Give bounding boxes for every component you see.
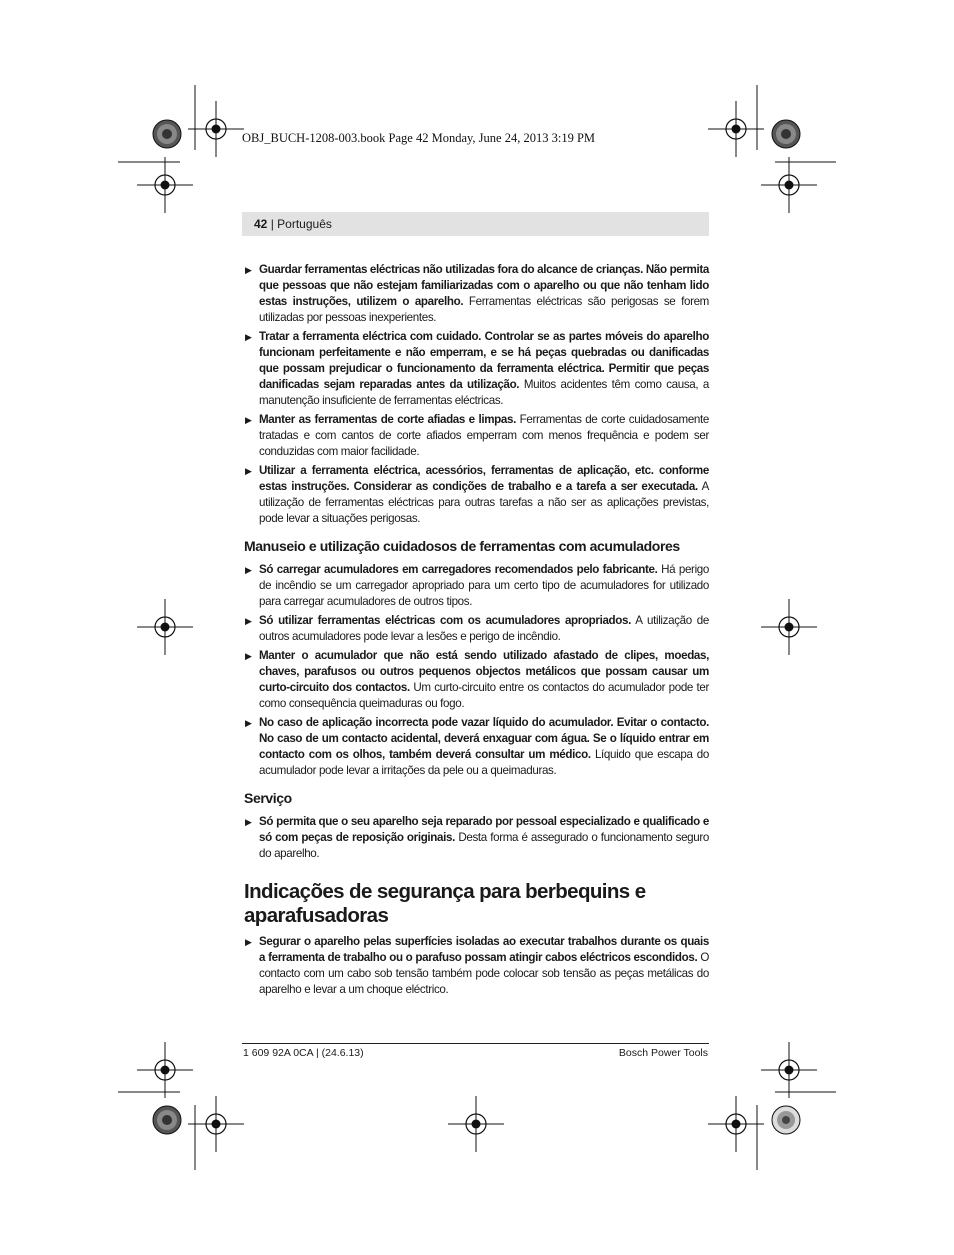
list-item: ▶ Tratar a ferramenta eléctrica com cuidado. Controlar se as partes móveis do aparelho funcionam perfeitamente e não emperram, e se há peças quebradas ou danificadas que possam prejudicar o funcionamento da ferramenta eléctrica. Permitir que peças danificadas sejam reparadas antes da utilização. Muitos acidentes têm como causa, a manutenção insuficiente de ferramentas eléctricas. <box>245 330 709 407</box>
page-header <box>242 212 709 236</box>
safety-list-battery <box>244 562 709 779</box>
list-item: ▶ Utilizar a ferramenta eléctrica, acessórios, ferramentas de aplicação, etc. conforme estas instruções. Considerar as condições de trabalho e a tarefa a ser executada. A utilização de ferramentas eléctricas para outras tarefas a não ser as aplicações previstas, pode levar a situações perigosas. <box>245 464 709 525</box>
list-item: ▶ Manter as ferramentas de corte afiadas e limpas. Ferramentas de corte cuidadosamente tratadas e com cantos de corte afiados emperram com menos frequência e podem ser conduzidas com maior facilidade. <box>245 413 709 458</box>
document-body <box>244 262 709 1001</box>
list-item: ▶ Segurar o aparelho pelas superfícies isoladas ao executar trabalhos durante os quais a ferramenta de trabalho ou o parafuso possam atingir cabos eléctricos escondidos. O contacto com um cabo sob tensão também pode colocar sob tensão as peças metálicas do aparelho e levar a um choque eléctrico. <box>245 935 709 996</box>
list-item: ▶ Guardar ferramentas eléctricas não utilizadas fora do alcance de crianças. Não permita que pessoas que não estejam familiarizadas com o aparelho ou que não tenham lido estas instruções, utilizem o aparelho. Ferramentas eléctricas são perigosas se forem utilizadas por pessoas inexperientes. <box>245 263 709 324</box>
section-heading-drills: Indicações de segurança para berbequins e aparafusadoras <box>244 880 646 927</box>
safety-list-service <box>244 814 709 862</box>
bullet-triangle-icon: ▶ <box>245 332 252 342</box>
bullet-triangle-icon: ▶ <box>245 466 252 476</box>
section-heading-battery: Manuseio e utilização cuidadosos de ferramentas com acumuladores <box>244 538 680 554</box>
page-language: Português <box>277 217 332 231</box>
bullet-triangle-icon: ▶ <box>245 415 252 425</box>
list-item: ▶ Manter o acumulador que não está sendo utilizado afastado de clipes, moedas, chaves, parafusos ou outros pequenos objectos metálicos que possam causar um curto-circuito dos contactos. Um curto-circuito entre os contactos do acumulador pode ter como consequência queimaduras ou fogo. <box>245 649 709 710</box>
bullet-triangle-icon: ▶ <box>245 565 252 575</box>
list-item: ▶ No caso de aplicação incorrecta pode vazar líquido do acumulador. Evitar o contacto. No caso de um contacto acidental, deverá enxaguar com água. Se o líquido entrar em contacto com os olhos, também deverá consultar um médico. Líquido que escapa do acumulador pode levar a irritações da pele ou a queimaduras. <box>245 716 709 777</box>
file-info-line: OBJ_BUCH-1208-003.book Page 42 Monday, June 24, 2013 3:19 PM <box>242 131 596 145</box>
header-separator: | <box>270 217 274 231</box>
list-item: ▶ Só carregar acumuladores em carregadores recomendados pelo fabricante. Há perigo de incêndio se um carregador apropriado para um certo tipo de acumuladores for utilizado para carregar acumuladores de outros tipos. <box>245 563 709 608</box>
list-item: ▶ Só permita que o seu aparelho seja reparado por pessoal especializado e qualificado e só com peças de reposição originais. Desta forma é assegurado o funcionamento seguro do aparelho. <box>245 815 709 860</box>
safety-list-top <box>244 262 709 527</box>
bullet-triangle-icon: ▶ <box>245 937 252 947</box>
bullet-triangle-icon: ▶ <box>245 651 252 661</box>
footer-rule <box>242 1043 709 1044</box>
bullet-triangle-icon: ▶ <box>245 616 252 626</box>
page-number: 42 <box>254 217 268 231</box>
list-item: ▶ Só utilizar ferramentas eléctricas com os acumuladores apropriados. A utilização de outros acumuladores pode levar a lesões e perigo de incêndio. <box>245 614 709 643</box>
footer-brand: Bosch Power Tools <box>618 1047 708 1059</box>
section-heading-service: Serviço <box>244 790 292 806</box>
footer-document-number: 1 609 92A 0CA | (24.6.13) <box>243 1047 364 1059</box>
bullet-triangle-icon: ▶ <box>245 817 252 827</box>
bullet-triangle-icon: ▶ <box>245 718 252 728</box>
safety-list-drills <box>244 934 709 998</box>
bullet-triangle-icon: ▶ <box>245 265 252 275</box>
